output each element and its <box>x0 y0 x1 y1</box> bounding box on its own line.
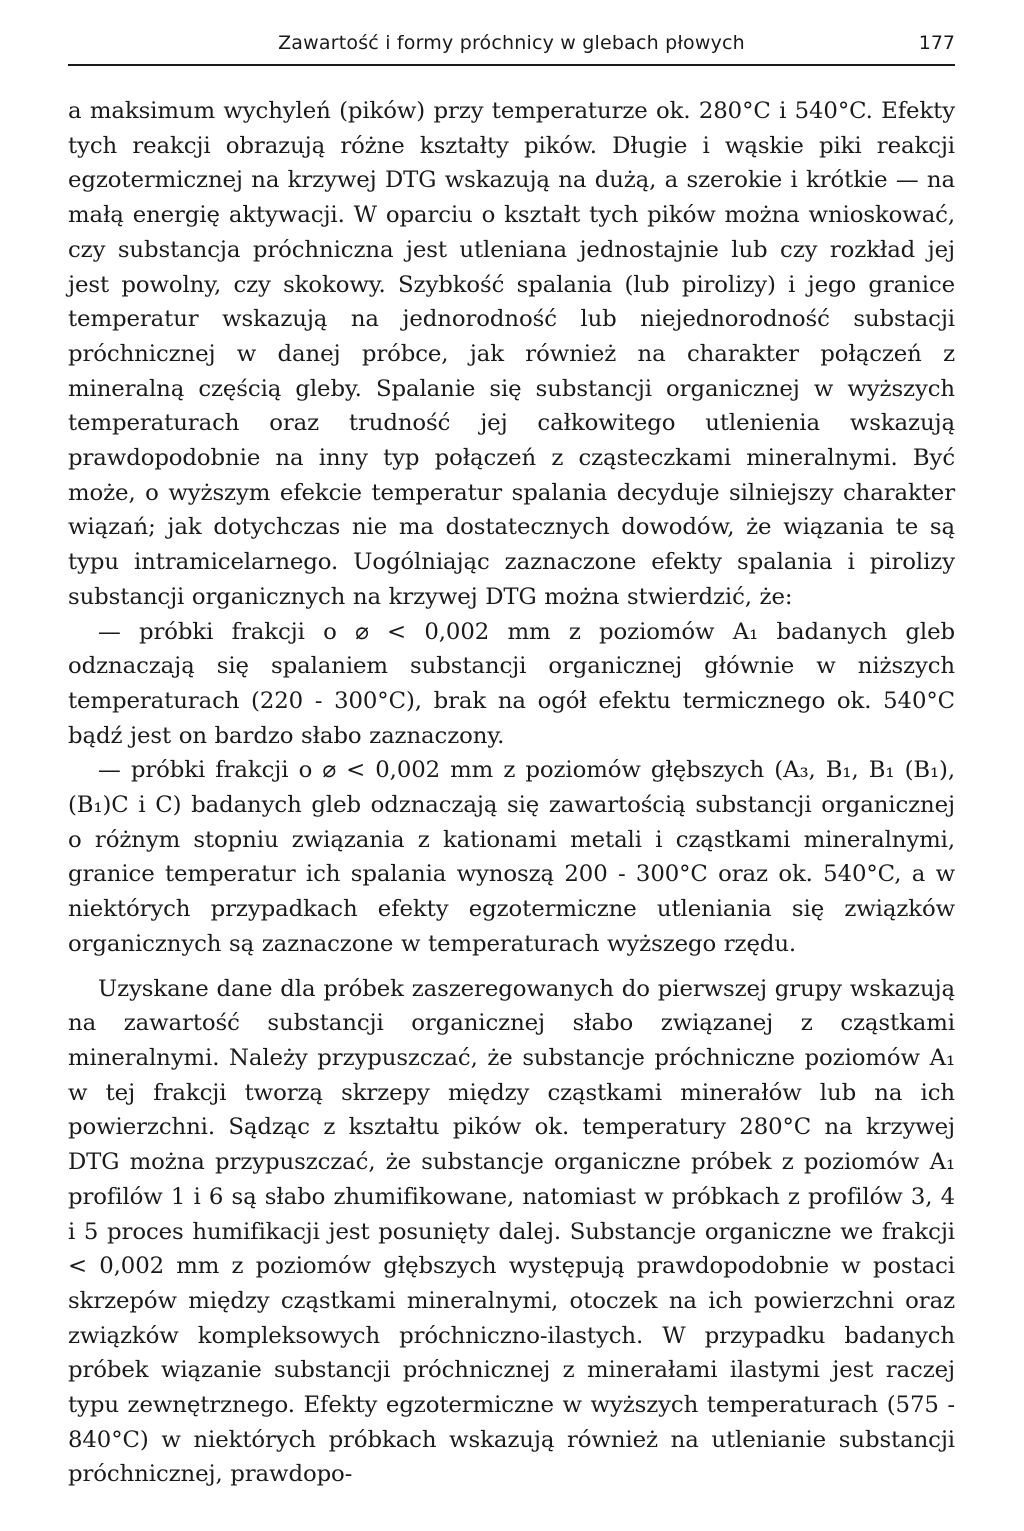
body-text <box>68 94 955 1492</box>
paragraph-discussion: Uzyskane dane dla próbek zaszeregowanych do pierwszej grupy wskazują na zawartość substancji organicznej słabo związanej z cząstkami mineralnymi. Należy przypuszczać, że substancje próchniczne poziomów A₁ w tej frakcji tworzą skrzepy między cząstkami minerałów lub na ich powierzchni. Sądząc z kształtu pików ok. temperatury 280°C na krzywej DTG można przypuszczać, że substancje organiczne próbek z poziomów A₁ profilów 1 i 6 są słabo zhumifikowane, natomiast w próbkach z profilów 3, 4 i 5 proces humifikacji jest posunięty dalej. Substancje organiczne we frakcji < 0,002 mm z poziomów głębszych występują prawdopodobnie w postaci skrzepów między cząstkami mineralnymi, otoczek na ich powierzchni oraz związków kompleksowych próchniczno-ilastych. W przypadku badanych próbek wiązanie substancji próchnicznej z minerałami ilastymi jest raczej typu zewnętrznego. Efekty egzotermiczne w wyższych temperaturach (575 - 840°C) w niektórych próbkach wskazują również na utlenianie substancji próchnicznej, prawdopo- <box>68 975 955 1488</box>
paragraph-list-item-2: — próbki frakcji o ⌀ < 0,002 mm z poziomów głębszych (A₃, B₁, B₁ (B₁), (B₁)C i C) badanych gleb odznaczają się zawartością substancji organicznej o różnym stopniu związania z kationami metali i cząstkami mineralnymi, granice temperatur ich spalania wynoszą 200 - 300°C oraz ok. 540°C, a w niektórych przypadkach efekty egzotermiczne utleniania się związków organicznych są zaznaczone w temperaturach wyższego rzędu. <box>68 757 955 957</box>
paragraph-list-item-1: — próbki frakcji o ⌀ < 0,002 mm z poziomów A₁ badanych gleb odznaczają się spalaniem substancji organicznej głównie w niższych temperaturach (220 - 300°C), brak na ogół efektu termicznego ok. 540°C bądź jest on bardzo słabo zaznaczony. <box>68 618 955 749</box>
running-header <box>68 28 955 66</box>
running-title: Zawartość i formy próchnicy w glebach płowych <box>278 32 745 54</box>
paragraph-continuation: a maksimum wychyleń (pików) przy temperaturze ok. 280°C i 540°C. Efekty tych reakcji obrazują różne kształty pików. Długie i wąskie piki reakcji egzotermicznej na krzywej DTG wskazują na dużą, a szerokie i krótkie — na małą energię aktywacji. W oparciu o kształt tych pików można wnioskować, czy substancja próchniczna jest utleniana jednostajnie lub czy rozkład jej jest powolny, czy skokowy. Szybkość spalania (lub pirolizy) i jego granice temperatur wskazują na jednorodność lub niejednorodność substacji próchnicznej w danej próbce, jak również na charakter połączeń z mineralną częścią gleby. Spalanie się substancji organicznej w wyższych temperaturach oraz trudność jej całkowitego utlenienia wskazują prawdopodobnie na inny typ połączeń z cząsteczkami mineralnymi. Być może, o wyższym efekcie temperatur spalania decyduje silniejszy charakter wiązań; jak dotychczas nie ma dostatecznych dowodów, że wiązania te są typu intramicelarnego. Uogólniając zaznaczone efekty spalania i pirolizy substancji organicznych na krzywej DTG można stwierdzić, że: <box>68 98 955 610</box>
book-page <box>68 28 955 1492</box>
page-number: 177 <box>918 32 955 54</box>
